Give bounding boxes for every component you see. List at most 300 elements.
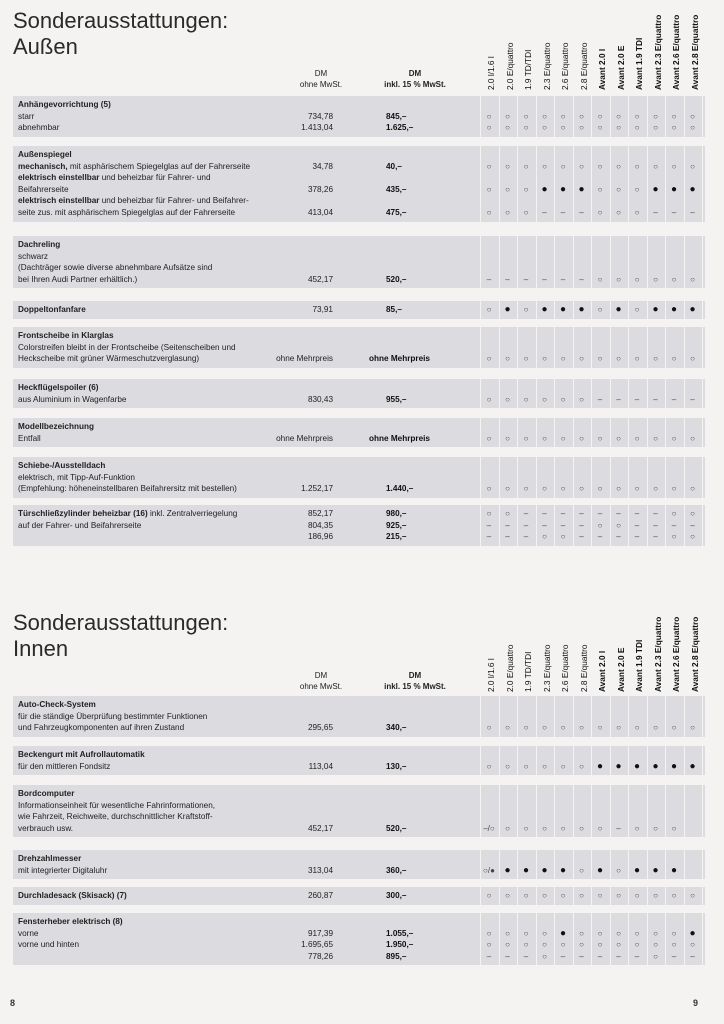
- option-available-mark: ○: [616, 274, 621, 284]
- standard-equipment-mark: ●: [559, 927, 567, 939]
- price-gross: 845,–: [386, 111, 407, 121]
- price-net: 734,78: [307, 111, 333, 121]
- option-description: [18, 353, 199, 365]
- option-available-mark: ○: [579, 865, 584, 875]
- not-available-mark: –: [505, 951, 510, 961]
- option-available-mark: ○: [634, 484, 640, 494]
- price-net: 1.413,04: [301, 123, 333, 133]
- option-available-mark: ○: [560, 940, 566, 950]
- not-available-mark: –: [486, 532, 492, 542]
- not-available-mark: –: [690, 394, 695, 404]
- option-available-mark: ○: [505, 184, 510, 194]
- option-name: [18, 330, 114, 342]
- price-gross: 925,–: [386, 520, 407, 530]
- text-segment: bei Ihren Audi Partner erhältlich.): [18, 274, 138, 284]
- option-available-mark: ○: [671, 509, 677, 518]
- option-available-mark: ○: [634, 354, 640, 364]
- option-available-mark: ○: [653, 161, 658, 171]
- not-available-mark: –: [616, 509, 621, 518]
- text-segment: mechanisch,: [18, 161, 68, 171]
- option-available-mark: ○: [560, 161, 566, 171]
- price-net: 452,17: [307, 274, 333, 284]
- option-description: [18, 207, 235, 219]
- model-column-header: Avant 2.3 E/quattro: [652, 616, 663, 692]
- price-gross: 1.440,–: [386, 484, 414, 494]
- text-segment: elektrisch einstellbar: [18, 173, 100, 183]
- option-description: [18, 865, 107, 877]
- not-available-mark: –: [653, 520, 658, 530]
- option-name: [18, 460, 105, 472]
- option-available-mark: ○: [505, 823, 510, 833]
- text-segment: aus Aluminium in Wagenfarbe: [18, 394, 127, 404]
- option-available-mark: ○: [690, 274, 695, 284]
- option-available-mark: ○: [560, 123, 566, 133]
- not-available-mark: –: [579, 509, 584, 518]
- price-gross: 435,–: [386, 184, 407, 194]
- option-description: [18, 161, 250, 173]
- text-segment: abnehmbar: [18, 123, 60, 133]
- option-available-mark: ○: [616, 891, 621, 900]
- option-available-mark: ○: [560, 532, 566, 542]
- option-available-mark: ○: [505, 928, 510, 938]
- standard-equipment-mark: ●: [559, 864, 567, 876]
- price-net: 295,65: [307, 723, 333, 733]
- not-available-mark: –: [634, 394, 640, 404]
- option-available-mark: ○: [690, 509, 695, 518]
- model-column-header: 1.9 TD/TDI: [523, 651, 533, 692]
- column-divider: [702, 327, 703, 368]
- option-available-mark: ○: [542, 823, 547, 833]
- option-description: [18, 172, 211, 184]
- not-available-mark: –: [634, 951, 640, 961]
- option-available-mark: ○: [579, 484, 584, 494]
- model-column-header: Avant 2.0 E: [615, 647, 626, 692]
- model-column-header: Avant 2.8 E/quattro: [689, 14, 700, 90]
- option-available-mark: ○: [542, 761, 547, 771]
- model-column-header: Avant 2.0 E: [615, 45, 626, 90]
- model-column-header: 2.0 E/quattro: [504, 42, 515, 90]
- option-available-mark: ○: [653, 723, 658, 733]
- option-available-mark: ○: [634, 940, 640, 950]
- model-column-header: Avant 1.9 TDI: [634, 37, 644, 90]
- not-available-mark: –: [523, 532, 529, 542]
- option-available-mark: ○: [597, 305, 603, 314]
- option-description: [18, 520, 141, 532]
- option-available-mark: ○: [523, 184, 529, 194]
- option-available-mark: ○: [579, 111, 584, 121]
- option-available-mark: ○: [579, 433, 584, 443]
- column-divider: [702, 887, 703, 905]
- option-available-mark: ○: [616, 111, 621, 121]
- option-available-mark: ○: [597, 484, 603, 494]
- price-gross: 955,–: [386, 394, 407, 404]
- standard-equipment-mark: ●: [541, 183, 548, 195]
- option-description: [18, 394, 126, 406]
- not-available-mark: –: [597, 951, 603, 961]
- not-available-mark: –: [560, 509, 566, 518]
- price-gross: ohne Mehrpreis: [369, 433, 430, 443]
- price-gross: 360,–: [386, 865, 407, 875]
- option-description: [18, 472, 135, 484]
- option-available-mark: ○: [579, 161, 584, 171]
- model-column-header: 2.6 E/quattro: [560, 644, 570, 692]
- column-divider: [702, 913, 703, 965]
- not-available-mark: –: [560, 274, 566, 284]
- option-available-mark: ○: [505, 940, 510, 950]
- option-available-mark: ○: [505, 723, 510, 733]
- price-gross: 980,–: [386, 509, 407, 518]
- text-segment: für die ständige Überprüfung bestimmter Funktionen: [18, 711, 208, 721]
- option-available-mark: ○: [486, 891, 492, 900]
- text-segment: Colorstreifen bleibt in der Frontscheibe (Seitenscheiben und: [18, 342, 236, 352]
- text-segment: inkl. Zentralverriegelung: [147, 509, 238, 518]
- not-available-mark: –: [579, 951, 584, 961]
- column-divider: [684, 785, 685, 837]
- standard-equipment-mark: ●: [504, 864, 511, 876]
- option-available-mark: ○: [523, 208, 529, 217]
- option-available-mark: ○: [597, 891, 603, 900]
- option-available-mark: ○: [523, 928, 529, 938]
- option-available-mark: ○: [542, 354, 547, 364]
- option-available-mark: ○: [486, 509, 492, 518]
- option-available-mark: ○: [616, 520, 621, 530]
- price-gross: ohne Mehrpreis: [369, 354, 430, 364]
- option-name: [18, 788, 74, 800]
- option-name: [18, 239, 60, 251]
- not-available-mark: –: [671, 951, 677, 961]
- text-segment: und Fahrzeugkomponenten auf ihren Zustand: [18, 723, 185, 733]
- option-available-mark: ○: [560, 354, 566, 364]
- standard-equipment-mark: ●: [504, 304, 511, 315]
- text-segment: Beckengurt mit Aufrollautomatik: [18, 750, 145, 759]
- price-gross: 1.625,–: [386, 123, 414, 133]
- option-available-mark: ○: [671, 723, 677, 733]
- section-title-line: Außen: [13, 34, 78, 59]
- not-available-mark: –: [579, 520, 584, 530]
- option-available-mark: ○: [671, 111, 677, 121]
- option-available-mark: ○: [616, 928, 621, 938]
- option-available-mark: ○: [523, 723, 529, 733]
- option-available-mark: ○: [690, 123, 695, 133]
- option-available-mark: ○: [634, 928, 640, 938]
- price-net: 73,91: [312, 305, 333, 314]
- standard-equipment-mark: ●: [615, 760, 622, 772]
- option-description: [18, 761, 110, 773]
- not-available-mark: –: [671, 208, 677, 217]
- option-description: [18, 433, 41, 445]
- not-available-mark: –: [560, 208, 566, 217]
- section-title-line: Sonderausstattungen:: [13, 610, 229, 635]
- option-available-mark: ○: [653, 123, 658, 133]
- option-name: [18, 890, 127, 902]
- column-divider: [702, 301, 703, 319]
- not-available-mark: –: [597, 532, 603, 542]
- standard-equipment-mark: ●: [596, 864, 604, 876]
- column-divider: [702, 418, 703, 447]
- option-available-mark: ○: [579, 354, 584, 364]
- option-available-mark: ○: [616, 940, 621, 950]
- option-available-mark: ○: [523, 484, 529, 494]
- not-available-mark: –: [542, 520, 547, 530]
- option-description: [18, 262, 212, 274]
- price-gross: 1.055,–: [386, 928, 414, 938]
- not-available-mark: –/○: [483, 823, 495, 833]
- option-description: [18, 811, 213, 823]
- text-segment: Informationseinheit für wesentliche Fahrinformationen,: [18, 800, 216, 810]
- option-available-mark: ○: [616, 723, 621, 733]
- option-available-mark: ○: [542, 484, 547, 494]
- option-name: [18, 916, 123, 928]
- price-net: ohne Mehrpreis: [276, 433, 333, 443]
- option-available-mark: ○: [542, 433, 547, 443]
- option-description: [18, 823, 73, 835]
- text-segment: Auto-Check-System: [18, 700, 96, 709]
- column-divider: [702, 696, 703, 737]
- price-header-dm: DM: [314, 69, 328, 78]
- option-available-mark: ○: [653, 940, 658, 950]
- price-net: 452,17: [307, 823, 333, 833]
- option-available-mark: ○: [653, 823, 658, 833]
- price-header-gross: inkl. 15 % MwSt.: [384, 80, 446, 89]
- price-gross: 520,–: [386, 823, 407, 833]
- option-available-mark: ○: [505, 161, 510, 171]
- option-available-mark: ○: [542, 161, 547, 171]
- section-title-line: Sonderausstattungen:: [13, 8, 229, 33]
- option-available-mark: ○: [634, 161, 640, 171]
- option-available-mark: ○: [634, 208, 640, 217]
- option-available-mark: ○: [616, 161, 621, 171]
- option-available-mark: ○: [523, 305, 529, 314]
- price-net: 313,04: [307, 865, 333, 875]
- option-description: [18, 184, 69, 196]
- option-available-mark: ○: [542, 532, 547, 542]
- option-available-mark: ○: [579, 761, 584, 771]
- option-available-mark: ○: [579, 123, 584, 133]
- price-header-net: ohne MwSt.: [299, 682, 343, 691]
- text-segment: Beifahrerseite: [18, 184, 69, 194]
- column-divider: [702, 236, 703, 288]
- option-available-mark: ○: [616, 484, 621, 494]
- text-segment: Frontscheibe in Klarglas: [18, 331, 114, 340]
- option-available-mark: ○: [523, 123, 529, 133]
- option-available-mark: ○: [616, 433, 621, 443]
- model-column-header: Avant 2.0 l: [597, 48, 607, 90]
- section-title-line: Innen: [13, 636, 69, 661]
- text-segment: Durchladesack (Skisack) (7): [18, 891, 127, 900]
- price-gross: 1.950,–: [386, 940, 414, 950]
- standard-equipment-mark: ●: [522, 864, 530, 876]
- text-segment: Bordcomputer: [18, 789, 75, 798]
- option-available-mark: ○: [616, 354, 621, 364]
- price-net: 186,96: [307, 532, 333, 542]
- option-available-mark: ○: [690, 161, 695, 171]
- not-available-mark: –: [653, 532, 658, 542]
- price-net: 113,04: [308, 761, 333, 771]
- option-available-mark: ○: [634, 274, 640, 284]
- option-available-mark: ○: [542, 891, 547, 900]
- price-net: 1.252,17: [301, 484, 333, 494]
- model-column-header: 2.8 E/quattro: [578, 644, 589, 692]
- price-gross: 40,–: [386, 161, 402, 171]
- option-available-mark: ○: [653, 354, 658, 364]
- option-available-mark: ○: [523, 433, 529, 443]
- not-available-mark: –: [579, 208, 584, 217]
- option-available-mark: ○: [690, 532, 695, 542]
- standard-equipment-mark: ●: [652, 864, 659, 876]
- model-column-header: Avant 1.9 TDI: [634, 639, 644, 692]
- option-name: [18, 421, 94, 433]
- standard-equipment-mark: ●: [596, 760, 604, 772]
- not-available-mark: –: [616, 823, 621, 833]
- option-available-mark: ○: [523, 161, 529, 171]
- standard-equipment-mark: ●: [689, 304, 696, 315]
- option-available-mark: ○: [486, 305, 492, 314]
- option-available-mark: ○: [505, 484, 510, 494]
- price-gross: 130,–: [386, 761, 407, 771]
- option-available-mark: ○: [505, 891, 510, 900]
- text-segment: Heckscheibe mit grüner Wärmeschutzverglasung): [18, 354, 200, 364]
- price-net: 830,43: [307, 394, 333, 404]
- option-available-mark: ○: [653, 891, 658, 900]
- standard-equipment-mark: ●: [670, 760, 678, 772]
- not-available-mark: –: [690, 520, 695, 530]
- price-net: 260,87: [307, 891, 333, 900]
- option-available-mark: ○: [671, 823, 677, 833]
- option-available-mark: ○: [486, 928, 492, 938]
- option-available-mark: ○: [597, 161, 603, 171]
- option-name: [18, 853, 81, 865]
- model-column-header: Avant 2.8 E/quattro: [689, 616, 700, 692]
- text-segment: schwarz: [18, 251, 49, 261]
- option-available-mark: ○: [597, 184, 603, 194]
- option-available-mark: ○: [671, 891, 677, 900]
- option-available-mark: ○: [486, 123, 492, 133]
- option-available-mark: ○: [523, 891, 529, 900]
- not-available-mark: –: [579, 274, 584, 284]
- option-available-mark: ○: [671, 484, 677, 494]
- not-available-mark: –: [597, 394, 603, 404]
- option-available-mark: ○: [597, 723, 603, 733]
- not-available-mark: –: [616, 532, 621, 542]
- option-available-mark: ○: [690, 723, 695, 733]
- price-gross: 340,–: [386, 723, 407, 733]
- not-available-mark: –: [671, 394, 677, 404]
- option-available-mark: ○: [560, 433, 566, 443]
- text-segment: auf der Fahrer- und Beifahrerseite: [18, 520, 142, 530]
- option-available-mark: ○: [634, 305, 640, 314]
- standard-equipment-mark: ●: [652, 304, 659, 315]
- option-available-mark: ○: [671, 928, 677, 938]
- column-divider: [702, 850, 703, 879]
- price-header-dm2: DM: [408, 671, 422, 680]
- option-available-mark: ○: [542, 928, 547, 938]
- option-available-mark: ○: [671, 433, 677, 443]
- price-net: 378,26: [307, 184, 333, 194]
- model-column-header: 2.0 l/1.6 l: [486, 658, 496, 692]
- option-available-mark: ○: [671, 354, 677, 364]
- option-description: [18, 111, 34, 123]
- option-available-mark: ○: [690, 111, 695, 121]
- standard-equipment-mark: ●: [615, 304, 622, 315]
- price-net: 917,39: [307, 928, 333, 938]
- option-description: [18, 800, 215, 812]
- not-available-mark: –: [542, 208, 547, 217]
- text-segment: elektrisch, mit Tipp-Auf-Funktion: [18, 472, 135, 482]
- column-divider: [702, 379, 703, 408]
- option-available-mark: ○: [542, 123, 547, 133]
- standard-equipment-mark: ●: [633, 760, 641, 772]
- option-available-mark: ○: [634, 723, 640, 733]
- option-available-mark: ○: [486, 208, 492, 217]
- option-name: [18, 749, 145, 761]
- model-column-header: 2.8 E/quattro: [578, 42, 589, 90]
- option-available-mark: ○: [597, 354, 603, 364]
- option-available-mark: ○: [542, 940, 547, 950]
- option-available-mark: ○: [671, 123, 677, 133]
- option-available-mark: ○: [486, 111, 492, 121]
- option-available-mark: ○: [616, 865, 621, 875]
- text-segment: Entfall: [18, 433, 41, 443]
- text-segment: wie Fahrzeit, Reichweite, durchschnittlicher Kraftstoff-: [18, 812, 213, 822]
- model-column-header: Avant 2.3 E/quattro: [652, 14, 663, 90]
- option-available-mark: ○: [597, 433, 603, 443]
- text-segment: für den mittleren Fondsitz: [18, 761, 111, 771]
- not-available-mark: –: [523, 951, 529, 961]
- text-segment: elektrisch einstellbar: [18, 196, 100, 206]
- option-available-mark: ○: [671, 274, 677, 284]
- price-net: ohne Mehrpreis: [276, 354, 333, 364]
- not-available-mark: –: [486, 520, 492, 530]
- option-available-mark: ○: [486, 433, 492, 443]
- option-name: [18, 149, 72, 161]
- option-name: [18, 304, 86, 316]
- option-available-mark: ○: [597, 111, 603, 121]
- option-available-mark: ○: [579, 394, 584, 404]
- text-segment: Außenspiegel: [18, 150, 72, 159]
- column-divider: [702, 785, 703, 837]
- option-available-mark: ○: [597, 123, 603, 133]
- option-available-mark: ○: [486, 723, 492, 733]
- option-available-mark: ○: [523, 111, 529, 121]
- option-available-mark: ○: [486, 761, 492, 771]
- model-column-header: Avant 2.6 E/quattro: [671, 616, 681, 692]
- column-divider: [702, 146, 703, 222]
- model-column-header: 1.9 TD/TDI: [523, 49, 533, 90]
- price-net: 778,26: [307, 951, 333, 961]
- price-header-dm: DM: [314, 671, 328, 680]
- standard-equipment-mark: ●: [541, 864, 548, 876]
- not-available-mark: –: [671, 520, 677, 530]
- model-column-header: 2.3 E/quattro: [541, 42, 552, 90]
- text-segment: mit asphärischem Spiegelglas auf der Fahrerseite: [67, 161, 251, 171]
- option-description: [18, 342, 236, 354]
- option-available-mark: ○: [653, 111, 658, 121]
- option-available-mark: ○: [690, 940, 695, 950]
- not-available-mark: –: [505, 520, 510, 530]
- option-available-mark: ○: [597, 823, 603, 833]
- not-available-mark: –: [597, 509, 603, 518]
- price-net: 804,35: [307, 520, 333, 530]
- not-available-mark: –: [523, 509, 529, 518]
- column-divider: [702, 457, 703, 498]
- text-segment: (Empfehlung: höheneinstellbaren Beifahrersitz mit bestellen): [18, 484, 237, 494]
- option-available-mark: ○: [560, 484, 566, 494]
- option-available-mark: ○: [505, 761, 510, 771]
- option-available-mark: ○: [690, 891, 695, 900]
- option-available-mark: ○: [653, 484, 658, 494]
- standard-equipment-mark: ●: [652, 760, 659, 772]
- option-available-mark: ○: [505, 111, 510, 121]
